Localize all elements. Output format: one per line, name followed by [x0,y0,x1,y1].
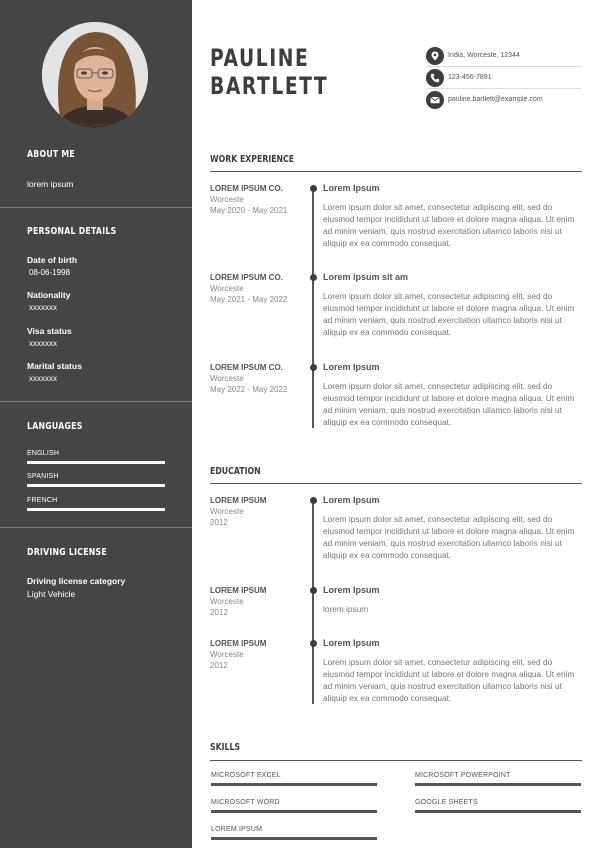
detail-value: xxxxxxx [29,303,57,312]
work-city: Worceste [210,284,244,293]
driving-license-heading: DRIVING LICENSE [27,547,107,558]
divider [0,401,192,402]
education-city: Worceste [210,507,244,516]
about-heading: ABOUT ME [27,149,75,160]
contact-location: India, Worceste, 12344 [448,52,520,59]
work-city: Worceste [210,195,244,204]
work-dates: May 2022 - May 2022 [210,385,288,394]
map-pin-icon [426,47,444,65]
language-bar [27,461,165,464]
divider [0,527,192,528]
section-divider [210,483,582,484]
skill-label: MICROSOFT WORD [211,799,280,806]
detail-value: 08-06-1998 [29,268,70,277]
skill-bar [211,810,377,813]
skill-bar [211,783,377,786]
skill-bar [415,783,581,786]
work-title: Lorem ipsum sit am [323,272,409,282]
language-bar [27,508,165,511]
work-title: Lorem Ipsum [323,183,380,193]
photo-caption: Photo placeholder [78,122,112,127]
last-name: BARTLETT [210,72,329,100]
education-title: Lorem Ipsum [323,495,380,505]
detail-label: Date of birth [27,255,78,265]
language-label: FRENCH [27,497,58,504]
language-label: ENGLISH [27,450,60,457]
timeline-dot [310,364,317,371]
work-dates: May 2020 - May 2021 [210,206,288,215]
work-experience-heading: WORK EXPERIENCE [210,154,295,165]
sidebar [0,0,192,848]
personal-details-heading: PERSONAL DETAILS [27,226,117,237]
timeline-dot [310,640,317,647]
language-bar [27,484,165,487]
work-company: LOREM IPSUM CO. [210,273,283,282]
skill-label: LOREM IPSUM [211,826,263,833]
education-heading: EDUCATION [210,466,261,477]
work-description: Lorem ipsum dolor sit amet, consectetur adipiscing elit, sed do eiusmod tempor incididunt ut labore et dolore magna aliqua. Ut enim ad minim veniam, quis nostrud exercitation ullamco laboris nisi ut aliquip ex ea commodo consequat. [323,381,575,427]
detail-value: xxxxxxx [29,374,57,383]
detail-label: Nationality [27,290,71,300]
work-city: Worceste [210,374,244,383]
detail-value: xxxxxxx [29,339,57,348]
divider [0,207,192,208]
skills-heading: SKILLS [210,742,241,753]
education-title: Lorem Ipsum [323,585,380,595]
timeline-dot [310,185,317,192]
portrait-image [42,22,148,128]
section-divider [210,171,582,172]
first-name: PAULINE [210,44,310,72]
contact-email: pauline.bartlett@example.com [448,96,543,103]
detail-label: Visa status [27,326,72,336]
timeline-dot [310,497,317,504]
work-company: LOREM IPSUM CO. [210,184,283,193]
education-school: LOREM IPSUM [210,639,267,648]
mail-icon [426,91,444,109]
skill-label: MICROSOFT EXCEL [211,772,281,779]
skill-bar [415,810,581,813]
education-city: Worceste [210,597,244,606]
education-year: 2012 [210,661,228,670]
driving-license-label: Driving license category [27,576,126,586]
education-year: 2012 [210,608,228,617]
driving-license-value: Light Vehicle [27,589,76,599]
contact-divider [426,66,582,67]
education-school: LOREM IPSUM [210,586,267,595]
timeline-line [312,188,314,428]
section-divider [210,760,582,761]
about-text: lorem ipsum [27,179,74,189]
phone-icon [426,69,444,87]
detail-label: Marital status [27,361,82,371]
education-title: Lorem Ipsum [323,638,380,648]
language-label: SPANISH [27,473,59,480]
timeline-dot [310,274,317,281]
contact-phone: 123-456-7891 [448,74,492,81]
skill-bar [211,837,377,840]
education-description: Lorem ipsum dolor sit amet, consectetur adipiscing elit, sed do eiusmod tempor incididunt ut labore et dolore magna aliqua. Ut enim ad minim veniam, quis nostrud exercitation ullamco laboris nisi ut aliquip ex ea commodo consequat. [323,514,575,560]
education-description: Lorem ipsum dolor sit amet, consectetur adipiscing elit, sed do eiusmod tempor incididunt ut labore et dolore magna aliqua. Ut enim ad minim veniam, quis nostrud exercitation ullamco laboris nisi ut aliquip ex ea commodo consequat. [323,657,575,703]
education-city: Worceste [210,650,244,659]
skill-label: GOOGLE SHEETS [415,799,478,806]
education-school: LOREM IPSUM [210,496,267,505]
timeline-dot [310,587,317,594]
work-description: Lorem ipsum dolor sit amet, consectetur adipiscing elit, sed do eiusmod tempor incididunt ut labore et dolore magna aliqua. Ut enim ad minim veniam, quis nostrud exercitation ullamco laboris nisi ut aliquip ex ea commodo consequat. [323,291,575,337]
work-company: LOREM IPSUM CO. [210,363,283,372]
work-title: Lorem Ipsum [323,362,380,372]
work-dates: May 2021 - May 2022 [210,295,288,304]
profile-photo [42,22,148,128]
languages-heading: LANGUAGES [27,421,83,432]
education-description: lorem ipsum [323,604,369,614]
work-description: Lorem ipsum dolor sit amet, consectetur adipiscing elit, sed do eiusmod tempor incididunt ut labore et dolore magna aliqua. Ut enim ad minim veniam, quis nostrud exercitation ullamco laboris nisi ut aliquip ex ea commodo consequat. [323,202,575,248]
timeline-line [312,500,314,704]
education-year: 2012 [210,518,228,527]
contact-divider [426,88,582,89]
skill-label: MICROSOFT POWERPOINT [415,772,511,779]
